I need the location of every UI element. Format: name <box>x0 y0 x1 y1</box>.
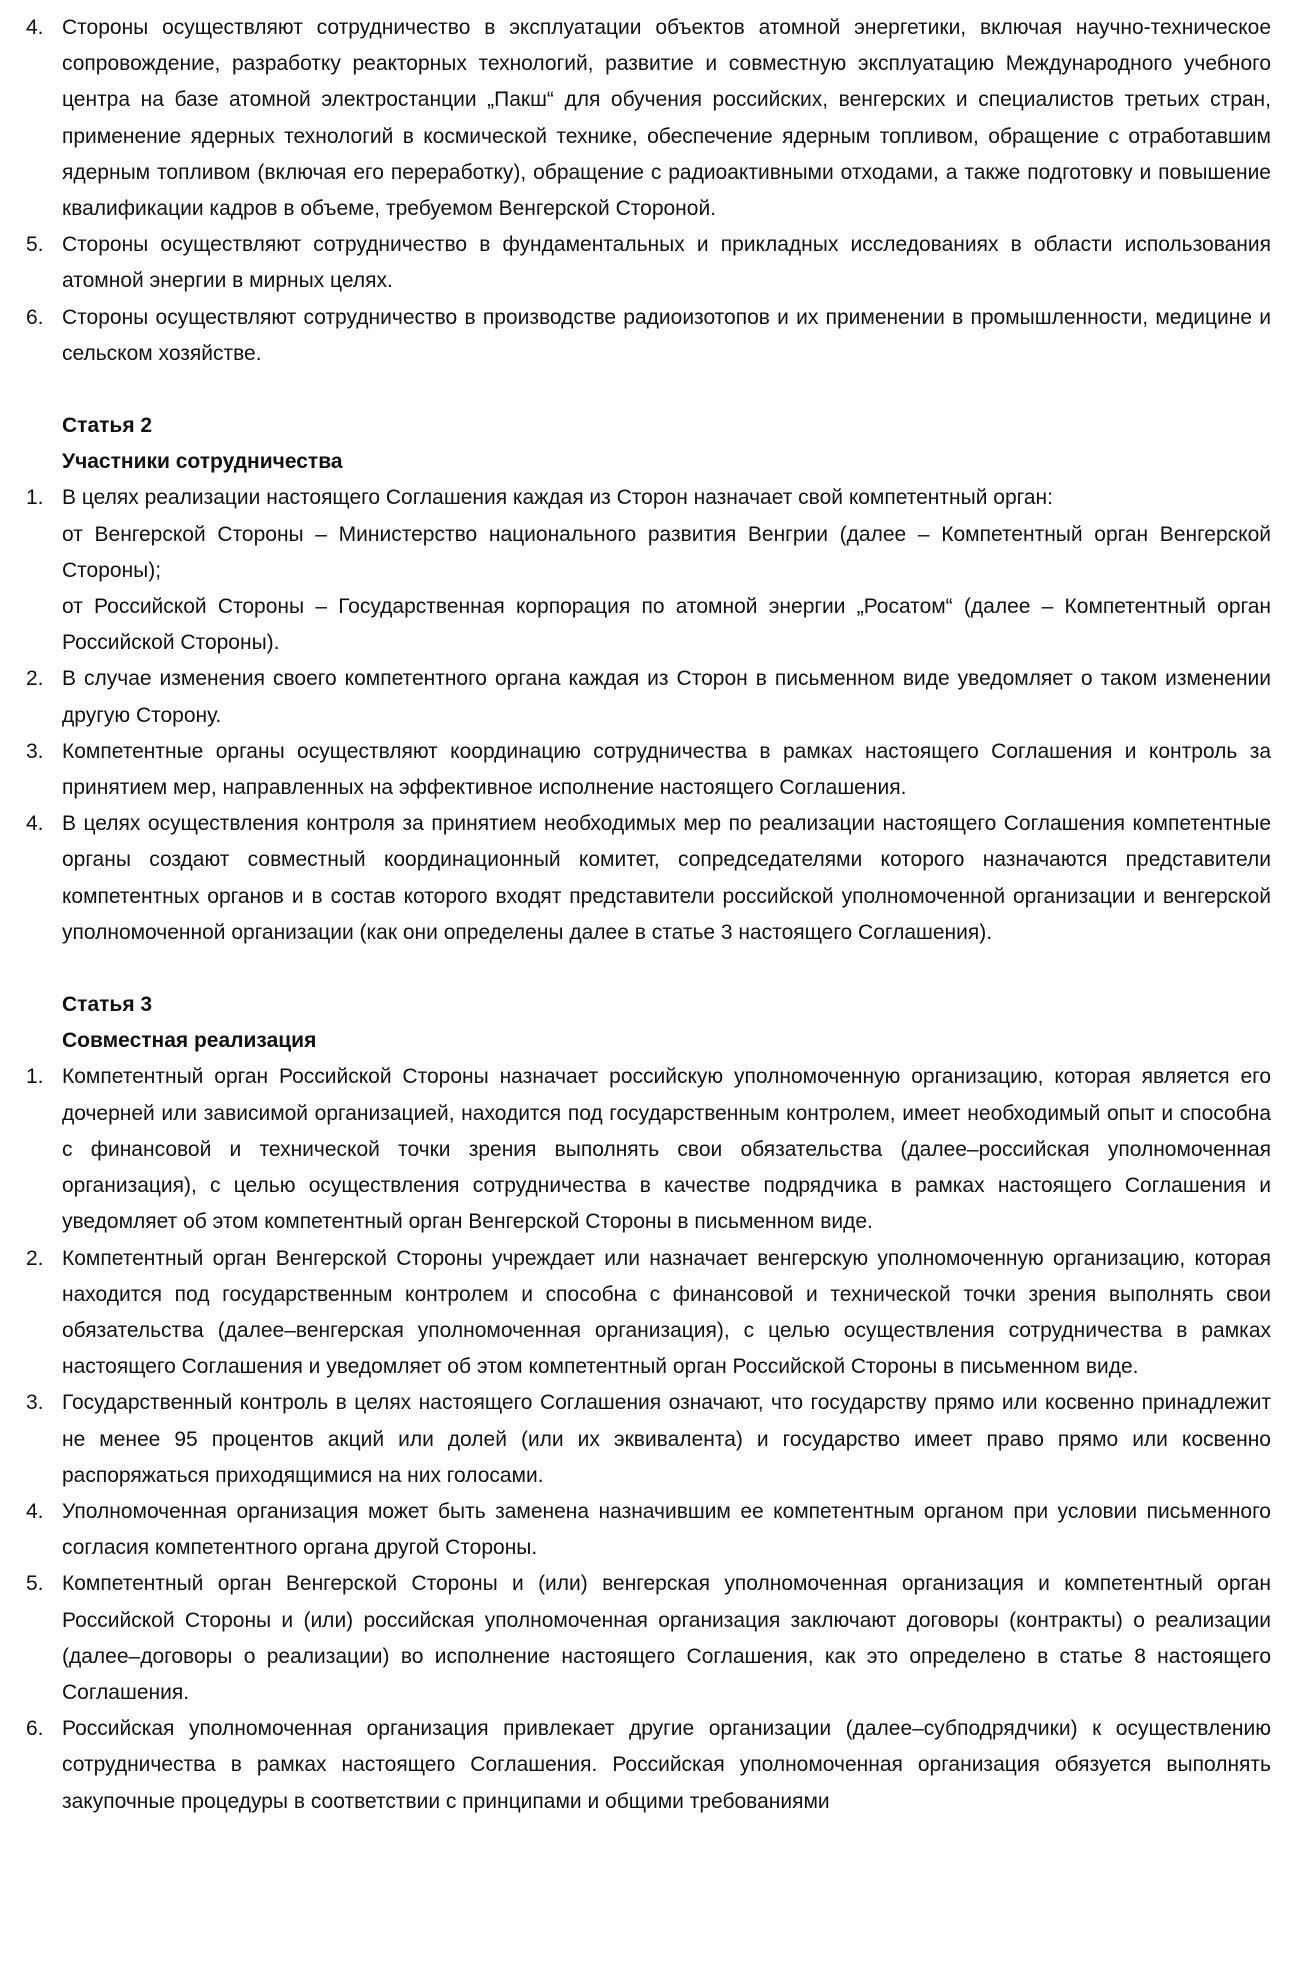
item-number: 5. <box>26 1572 44 1596</box>
item-text: Уполномоченная организация может быть заменена назначившим ее компетентным органом при условии письменного согласия компетентного органа другой Стороны. <box>62 1499 1271 1560</box>
item-number: 6. <box>26 305 44 329</box>
item-number: 4. <box>26 1499 44 1523</box>
article-2-section <box>26 408 1271 951</box>
list-item <box>26 734 1271 806</box>
item-number: 2. <box>26 667 44 691</box>
list-item <box>26 1385 1271 1494</box>
item-number: 2. <box>26 1246 44 1270</box>
item-text: Компетентные органы осуществляют координацию сотрудничества в рамках настоящего Соглашения и контроль за принятием мер, направленных на эффективное исполнение настоящего Соглашения. <box>62 739 1271 800</box>
article-2-number: Статья 2 <box>62 414 153 438</box>
list-item <box>26 480 1271 661</box>
item-number: 3. <box>26 1391 44 1415</box>
item-number: 1. <box>26 1065 44 1089</box>
article-3-number: Статья 3 <box>62 993 153 1017</box>
item-number: 3. <box>26 739 44 763</box>
article-2-title: Участники сотрудничества <box>62 450 343 474</box>
item-text: Компетентный орган Российской Стороны назначает российскую уполномоченную организацию, которая является его дочерней или зависимой организацией, находится под государственным контролем, имеет необходимый опыт и способна с финансовой и технической точки зрения выполнять свои обязательства (далее–российская уполномоченная организация), с целью осуществления сотрудничества в качестве подрядчика в рамках настоящего Соглашения и уведомляет об этом компетентный орган Венгерской Стороны в письменном виде. <box>62 1065 1271 1234</box>
item-text: Государственный контроль в целях настоящего Соглашения означают, что государству прямо или косвенно принадлежит не менее 95 процентов акций или долей (или их эквивалента) и государство имеет право прямо или косвенно распоряжаться приходящимися на них голосами. <box>62 1391 1271 1487</box>
list-item <box>26 1241 1271 1386</box>
item-text: Компетентный орган Венгерской Стороны учреждает или назначает венгерскую уполномоченную организацию, которая находится под государственным контролем и способна с финансовой и технической точки зрения выполнять свои обязательства (далее–венгерская уполномоченная организация), с целью осуществления сотрудничества в рамках настоящего Соглашения и уведомляет об этом компетентный орган Российской Стороны в письменном виде. <box>62 1246 1271 1379</box>
item-number: 5. <box>26 233 44 257</box>
list-item <box>26 1711 1271 1820</box>
item-number: 4. <box>26 16 44 39</box>
item-text: Компетентный орган Венгерской Стороны и (или) венгерская уполномоченная организация и компетентный орган Российской Стороны и (или) российская уполномоченная организация заключают договоры (контракты) о реализации (далее–договоры о реализации) во исполнение настоящего Соглашения, как это определено в статье 8 настоящего Соглашения. <box>62 1572 1271 1704</box>
item-number: 6. <box>26 1717 44 1741</box>
item-subparagraph: от Венгерской Стороны – Министерство национального развития Венгрии (далее – Компетентный орган Венгерской Стороны); <box>62 522 1271 582</box>
item-text: Стороны осуществляют сотрудничество в фундаментальных и прикладных исследованиях в области использования атомной энергии в мирных целях. <box>62 233 1271 293</box>
list-item <box>26 661 1271 733</box>
list-item <box>26 227 1271 299</box>
item-number: 1. <box>26 486 44 510</box>
item-lead-text: В целях реализации настоящего Соглашения каждая из Сторон назначает свой компетентный орган: <box>62 486 1053 510</box>
list-item <box>26 1566 1271 1711</box>
item-subparagraph: от Российской Стороны – Государственная корпорация по атомной энергии „Росатом“ (далее – Компетентный орган Российской Стороны). <box>62 595 1271 655</box>
item-text: Стороны осуществляют сотрудничество в производстве радиоизотопов и их применении в промышленности, медицине и сельском хозяйстве. <box>62 305 1271 365</box>
list-item <box>26 1494 1271 1566</box>
list-item <box>26 300 1271 372</box>
item-text: В целях осуществления контроля за принятием необходимых мер по реализации настоящего Соглашения компетентные органы создают совместный координационный комитет, сопредседателями которого назначаются представители компетентных органов и в состав которого входят представители российской уполномоченной организации и венгерской уполномоченной организации (как они определены далее в статье 3 настоящего Соглашения). <box>62 812 1271 944</box>
article1-continuation-list <box>26 10 1271 372</box>
article-3-list <box>26 1059 1271 1819</box>
list-item <box>26 806 1271 951</box>
item-text: В случае изменения своего компетентного органа каждая из Сторон в письменном виде уведомляет о таком изменении другую Сторону. <box>62 667 1271 727</box>
article-3-title: Совместная реализация <box>62 1029 317 1053</box>
article-3-section <box>26 987 1271 1820</box>
list-item <box>26 1059 1271 1240</box>
item-text: Стороны осуществляют сотрудничество в эксплуатации объектов атомной энергетики, включая научно-техническое сопровождение, разработку реакторных технологий, развитие и совместную эксплуатацию Международного учебного центра на базе атомной электростанции „Пакш“ для обучения российских, венгерских и специалистов третьих стран, применение ядерных технологий в космической технике, обеспечение ядерным топливом, обращение с отработавшим ядерным топливом (включая его переработку), обращение с радиоактивными отходами, а также подготовку и повышение квалификации кадров в объеме, требуемом Венгерской Стороной. <box>62 16 1271 221</box>
item-number: 4. <box>26 812 44 836</box>
article-2-list <box>26 480 1271 951</box>
item-text: Российская уполномоченная организация привлекает другие организации (далее–субподрядчики) к осуществлению сотрудничества в рамках настоящего Соглашения. Российская уполномоченная организация обязуется выполнять закупочные процедуры в соответствии с принципами и общими требованиями <box>62 1717 1271 1813</box>
list-item <box>26 10 1271 227</box>
